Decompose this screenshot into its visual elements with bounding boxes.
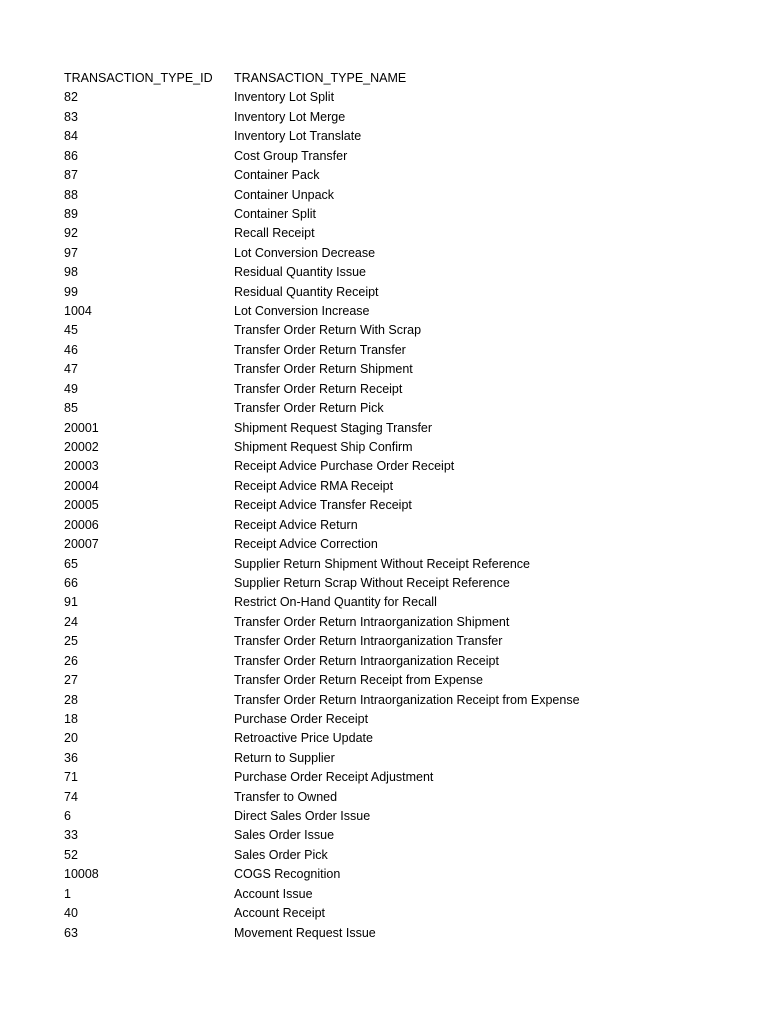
header-transaction-type-id: TRANSACTION_TYPE_ID	[64, 71, 213, 85]
transaction-type-name-cell: Lot Conversion Increase	[234, 304, 370, 319]
transaction-type-name-cell: Transfer Order Return Receipt	[234, 381, 403, 396]
table-row	[64, 516, 744, 535]
transaction-type-id-cell: 99	[64, 284, 78, 299]
transaction-type-name-cell: Lot Conversion Decrease	[234, 245, 376, 260]
transaction-type-name-cell: Inventory Lot Merge	[234, 109, 346, 124]
transaction-type-id-cell: 89	[64, 206, 78, 221]
transaction-type-id-cell: 6	[64, 809, 71, 824]
transaction-type-name-cell: Sales Order Issue	[234, 828, 335, 843]
table-row	[64, 729, 744, 748]
table-row	[64, 749, 744, 768]
transaction-type-id-cell: 33	[64, 828, 78, 843]
transaction-type-name-cell: Transfer Order Return Intraorganization Receipt	[234, 653, 499, 668]
transaction-type-id-cell: 20005	[64, 498, 99, 513]
transaction-type-id-cell: 10008	[64, 867, 99, 882]
transaction-type-id-cell: 71	[64, 770, 78, 785]
transaction-type-name-cell: Movement Request Issue	[234, 925, 376, 940]
transaction-type-table	[64, 69, 744, 943]
transaction-type-name-cell: Shipment Request Staging Transfer	[234, 420, 433, 435]
transaction-type-name-cell: Receipt Advice Return	[234, 517, 358, 532]
table-row	[64, 904, 744, 923]
transaction-type-id-cell: 28	[64, 692, 78, 707]
table-row	[64, 108, 744, 127]
transaction-type-id-cell: 52	[64, 847, 78, 862]
transaction-type-name-cell: Residual Quantity Receipt	[234, 284, 379, 299]
transaction-type-name-cell: Transfer Order Return Receipt from Expense	[234, 673, 483, 688]
transaction-type-id-cell: 92	[64, 226, 78, 241]
table-row	[64, 535, 744, 554]
transaction-type-id-cell: 1004	[64, 304, 92, 319]
table-row	[64, 224, 744, 243]
transaction-type-id-cell: 98	[64, 265, 78, 280]
table-row	[64, 360, 744, 379]
table-row	[64, 691, 744, 710]
transaction-type-name-cell: Shipment Request Ship Confirm	[234, 440, 413, 455]
transaction-type-id-cell: 83	[64, 109, 78, 124]
transaction-type-name-cell: Return to Supplier	[234, 750, 335, 765]
transaction-type-id-cell: 24	[64, 614, 78, 629]
transaction-type-id-cell: 20006	[64, 517, 99, 532]
transaction-type-id-cell: 36	[64, 750, 78, 765]
transaction-type-id-cell: 20001	[64, 420, 99, 435]
table-row	[64, 147, 744, 166]
transaction-type-id-cell: 20002	[64, 440, 99, 455]
transaction-type-name-cell: Receipt Advice RMA Receipt	[234, 478, 394, 493]
transaction-type-id-cell: 65	[64, 556, 78, 571]
transaction-type-id-cell: 82	[64, 90, 78, 105]
table-row	[64, 710, 744, 729]
transaction-type-name-cell: Container Pack	[234, 168, 320, 183]
table-row	[64, 846, 744, 865]
transaction-type-id-cell: 20007	[64, 537, 99, 552]
table-row	[64, 321, 744, 340]
table-row	[64, 127, 744, 146]
transaction-type-id-cell: 25	[64, 634, 78, 649]
transaction-type-id-cell: 85	[64, 401, 78, 416]
transaction-type-name-cell: Account Issue	[234, 886, 313, 901]
transaction-type-name-cell: Transfer to Owned	[234, 789, 338, 804]
table-row	[64, 380, 744, 399]
table-row	[64, 865, 744, 884]
transaction-type-name-cell: Transfer Order Return Intraorganization Shipment	[234, 614, 510, 629]
transaction-type-name-cell: Retroactive Price Update	[234, 731, 373, 746]
table-row	[64, 788, 744, 807]
table-row	[64, 302, 744, 321]
transaction-type-id-cell: 20003	[64, 459, 99, 474]
transaction-type-name-cell: Transfer Order Return Shipment	[234, 362, 413, 377]
transaction-type-id-cell: 87	[64, 168, 78, 183]
table-row	[64, 671, 744, 690]
transaction-type-id-cell: 47	[64, 362, 78, 377]
table-row	[64, 88, 744, 107]
table-row	[64, 807, 744, 826]
transaction-type-name-cell: Transfer Order Return Intraorganization Transfer	[234, 634, 503, 649]
table-row	[64, 574, 744, 593]
transaction-type-name-cell: Restrict On-Hand Quantity for Recall	[234, 595, 437, 610]
table-row	[64, 477, 744, 496]
transaction-type-id-cell: 49	[64, 381, 78, 396]
table-row	[64, 593, 744, 612]
transaction-type-name-cell: Recall Receipt	[234, 226, 315, 241]
transaction-type-name-cell: Residual Quantity Issue	[234, 265, 367, 280]
transaction-type-id-cell: 63	[64, 925, 78, 940]
table-row	[64, 186, 744, 205]
transaction-type-name-cell: Sales Order Pick	[234, 847, 328, 862]
table-row	[64, 613, 744, 632]
table-row	[64, 341, 744, 360]
header-transaction-type-name: TRANSACTION_TYPE_NAME	[234, 71, 407, 85]
table-body	[64, 88, 744, 943]
transaction-type-name-cell: Purchase Order Receipt	[234, 711, 369, 726]
table-row	[64, 205, 744, 224]
transaction-type-id-cell: 91	[64, 595, 78, 610]
table-row	[64, 166, 744, 185]
table-row	[64, 652, 744, 671]
table-row	[64, 555, 744, 574]
table-row	[64, 826, 744, 845]
table-row	[64, 457, 744, 476]
table-row	[64, 924, 744, 943]
transaction-type-name-cell: Container Split	[234, 206, 316, 221]
transaction-type-name-cell: Cost Group Transfer	[234, 148, 348, 163]
transaction-type-name-cell: Supplier Return Scrap Without Receipt Reference	[234, 575, 510, 590]
transaction-type-name-cell: Inventory Lot Translate	[234, 129, 362, 144]
transaction-type-name-cell: Inventory Lot Split	[234, 90, 335, 105]
transaction-type-id-cell: 74	[64, 789, 78, 804]
transaction-type-id-cell: 40	[64, 906, 78, 921]
transaction-type-id-cell: 1	[64, 886, 71, 901]
transaction-type-id-cell: 45	[64, 323, 78, 338]
transaction-type-name-cell: Purchase Order Receipt Adjustment	[234, 770, 434, 785]
transaction-type-name-cell: Account Receipt	[234, 906, 326, 921]
table-header-row	[64, 69, 744, 88]
table-row	[64, 419, 744, 438]
transaction-type-id-cell: 86	[64, 148, 78, 163]
transaction-type-id-cell: 27	[64, 673, 78, 688]
transaction-type-name-cell: Transfer Order Return Transfer	[234, 342, 406, 357]
table-row	[64, 885, 744, 904]
transaction-type-name-cell: Transfer Order Return Intraorganization Receipt from Expense	[234, 692, 580, 707]
transaction-type-id-cell: 18	[64, 711, 78, 726]
transaction-type-id-cell: 88	[64, 187, 78, 202]
transaction-type-id-cell: 84	[64, 129, 78, 144]
table-row	[64, 283, 744, 302]
transaction-type-name-cell: COGS Recognition	[234, 867, 341, 882]
transaction-type-name-cell: Transfer Order Return With Scrap	[234, 323, 422, 338]
transaction-type-name-cell: Receipt Advice Purchase Order Receipt	[234, 459, 455, 474]
transaction-type-id-cell: 46	[64, 342, 78, 357]
transaction-type-name-cell: Receipt Advice Transfer Receipt	[234, 498, 412, 513]
transaction-type-name-cell: Container Unpack	[234, 187, 335, 202]
transaction-type-name-cell: Transfer Order Return Pick	[234, 401, 384, 416]
table-row	[64, 438, 744, 457]
transaction-type-id-cell: 20	[64, 731, 78, 746]
transaction-type-id-cell: 66	[64, 575, 78, 590]
table-row	[64, 768, 744, 787]
transaction-type-id-cell: 97	[64, 245, 78, 260]
transaction-type-id-cell: 20004	[64, 478, 99, 493]
table-row	[64, 399, 744, 418]
transaction-type-name-cell: Direct Sales Order Issue	[234, 809, 371, 824]
table-row	[64, 244, 744, 263]
table-row	[64, 496, 744, 515]
table-row	[64, 632, 744, 651]
transaction-type-name-cell: Supplier Return Shipment Without Receipt Reference	[234, 556, 530, 571]
transaction-type-id-cell: 26	[64, 653, 78, 668]
transaction-type-name-cell: Receipt Advice Correction	[234, 537, 378, 552]
table-row	[64, 263, 744, 282]
